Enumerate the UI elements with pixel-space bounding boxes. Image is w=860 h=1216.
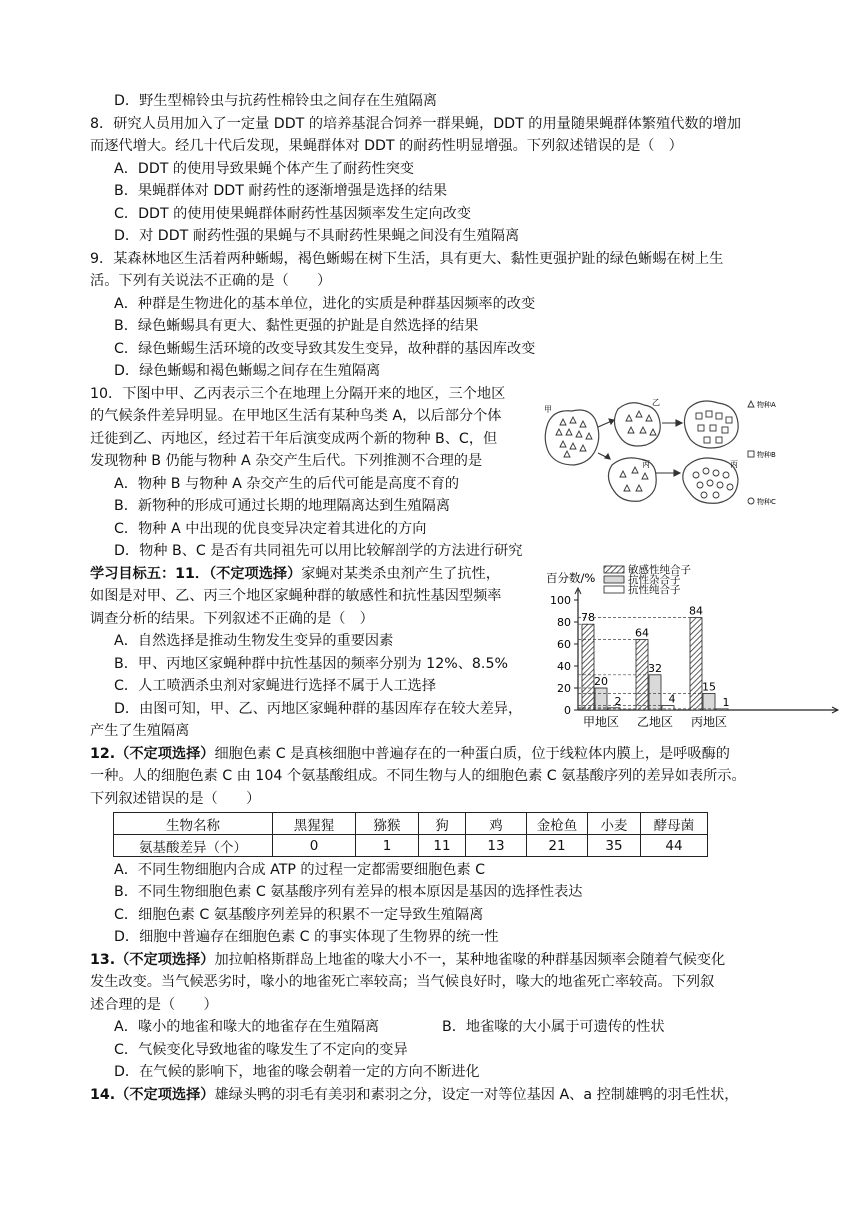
q9-option-c: C．绿色蜥蜴生活环境的改变导致其发生变异，故种群的基因库改变 [114, 341, 536, 357]
legend-species-a: 物种A [757, 401, 776, 409]
table-head-name: 生物名称 [114, 813, 273, 835]
region-label-yi: 乙 [652, 398, 660, 407]
legend-swatch [604, 586, 624, 593]
q9-stem-line1: 9．某森林地区生活着两种蜥蜴，褐色蜥蜴在树下生活，具有更大、黏性更强护趾的绿色蜥蜴在树上生 [90, 251, 724, 267]
table-cell: 13 [466, 835, 527, 857]
table-head-diff: 氨基酸差异（个） [114, 835, 273, 857]
q13-stem-line2: 发生改变。当气候恶劣时，喙小的地雀死亡率较高；当气候良好时，喙大的地雀死亡率较高。下列叙 [90, 974, 715, 990]
region-yi-late [684, 401, 738, 448]
data-label: 15 [702, 680, 716, 694]
region-label-bing: 丙 [642, 460, 650, 469]
q14-stem-line1 [90, 1085, 738, 1105]
q13-num: 13. [90, 952, 116, 968]
q13-stem-line1 [90, 950, 725, 970]
legend-label: 敏感性纯合子 [628, 564, 691, 576]
table-cell: 35 [588, 835, 641, 857]
q11-option-a: A．自然选择是推动生物发生变异的重要因素 [114, 633, 394, 649]
q8-option-c: C．DDT 的使用使果蝇群体耐药性基因频率发生定向改变 [114, 206, 472, 222]
bar [703, 694, 715, 711]
data-label: 84 [689, 604, 703, 618]
q11-stem-line2: 如图是对甲、乙、丙三个地区家蝇种群的敏感性和抗性基因型频率 [90, 588, 502, 604]
q10-option-c: C．物种 A 中出现的优良变异决定着其进化的方向 [114, 521, 427, 537]
table-cell: 鸡 [466, 813, 527, 835]
table-cell: 21 [527, 835, 588, 857]
q8-stem-line2: 而逐代增大。经几十代后发现，果蝇群体对 DDT 的耐药性明显增强。下列叙述错误的是（ ） [90, 138, 683, 154]
q8-option-a: A．DDT 的使用导致果蝇个体产生了耐药性突变 [114, 161, 415, 177]
q8-option-b: B．果蝇群体对 DDT 耐药性的逐渐增强是选择的结果 [114, 183, 448, 199]
y-tick-label: 60 [557, 638, 571, 651]
q12-stem-line2: 一种。人的细胞色素 C 由 104 个氨基酸组成。不同生物与人的细胞色素 C 氨基酸序列的差异如表所示。 [90, 768, 746, 784]
q13-option-c: C．气候变化导致地雀的喙发生了不定向的变异 [114, 1042, 408, 1058]
legend-label: 抗性纯合子 [628, 584, 681, 596]
q8-stem-line1: 8．研究人员用加入了一定量 DDT 的培养基混合饲养一群果蝇，DDT 的用量随果蝇群体繁殖代数的增加 [90, 116, 742, 132]
q12-tag: （不定项选择） [115, 746, 215, 762]
table-cell: 金枪鱼 [527, 813, 588, 835]
q13-line1-rest: 加拉帕格斯群岛上地雀的喙大小不一，某种地雀喙的种群基因频率会随着气候变化 [214, 952, 726, 968]
y-tick-label: 40 [557, 660, 571, 673]
category-label: 乙地区 [636, 715, 674, 729]
q10-option-a: A．物种 B 与物种 A 杂交产生的后代可能是高度不育的 [114, 476, 460, 492]
region-label-jia: 甲 [544, 405, 552, 414]
region-bing-late [683, 458, 738, 503]
q9-stem-line2: 活。下列有关说法不正确的是（ ） [90, 273, 332, 289]
q13-stem-line3: 述合理的是（ ） [90, 997, 218, 1013]
category-label: 甲地区 [582, 715, 620, 729]
q11-line1-rest: 家蝇对某类杀虫剂产生了抗性， [301, 566, 500, 582]
diagram-legend [748, 400, 776, 506]
q12-stem-line1 [90, 744, 730, 764]
data-label: 2 [614, 694, 622, 708]
bar [649, 675, 661, 710]
q14-line1-rest: 雄绿头鸭的羽毛有美羽和素羽之分，设定一对等位基因 A、a 控制雄鸭的羽毛性状， [214, 1087, 739, 1103]
q9-option-b: B．绿色蜥蜴具有更大、黏性更强的护趾是自然选择的结果 [114, 318, 479, 334]
amino-acid-table [113, 812, 708, 857]
q12-option-a: A．不同生物细胞内合成 ATP 的过程一定都需要细胞色素 C [114, 862, 486, 878]
data-label: 64 [635, 626, 649, 640]
legend-species-c: 物种C [757, 498, 776, 506]
table-cell: 11 [419, 835, 466, 857]
q10-stem-line1: 10．下图中甲、乙丙表示三个在地理上分隔开来的地区，三个地区 [90, 386, 506, 402]
bar [582, 624, 594, 710]
table-cell: 猕猴 [356, 813, 419, 835]
chart-bars [578, 605, 730, 729]
q11-stem-line3: 调查分析的结果。下列叙述不正确的是（ ） [90, 611, 374, 627]
q11-tag: （不定项选择） [209, 566, 302, 582]
table-cell: 小麦 [588, 813, 641, 835]
species-b-markers [696, 411, 732, 443]
q14-tag: （不定项选择） [115, 1087, 215, 1103]
q10-stem-line2: 的气候条件差异明显。在甲地区生活有某种鸟类 A，以后部分个体 [90, 408, 502, 424]
data-label: 78 [581, 611, 595, 625]
q13-option-d: D．在气候的影响下，地雀的喙会朝着一定的方向不断进化 [114, 1064, 480, 1080]
bar [595, 688, 607, 710]
resistance-bar-chart [542, 562, 846, 732]
y-tick-label: 80 [557, 616, 571, 629]
legend-swatch [604, 566, 624, 573]
table-cell: 狗 [419, 813, 466, 835]
y-tick-label: 0 [564, 704, 571, 717]
region-bing-early [608, 458, 656, 501]
q8-option-d: D．对 DDT 耐药性强的果蝇与不具耐药性果蝇之间没有生殖隔离 [114, 228, 520, 244]
bar [636, 640, 648, 710]
q9-option-d: D．绿色蜥蜴和褐色蜥蜴之间存在生殖隔离 [114, 363, 381, 379]
q12-option-d: D．细胞中普遍存在细胞色素 C 的事实体现了生物界的统一性 [114, 929, 499, 945]
table-cell: 1 [356, 835, 419, 857]
data-label: 20 [594, 675, 608, 688]
q12-stem-line3: 下列叙述错误的是（ ） [90, 791, 261, 807]
q10-stem-line4: 发现物种 B 仍能与物种 A 杂交产生后代。下列推测不合理的是 [90, 453, 483, 469]
q11-option-c: C．人工喷洒杀虫剂对家蝇进行选择不属于人工选择 [114, 678, 437, 694]
legend-swatch [604, 576, 624, 583]
bar [716, 709, 728, 710]
q13-tag: （不定项选择） [115, 952, 215, 968]
category-label: 丙地区 [690, 715, 728, 729]
data-label: 32 [648, 661, 662, 675]
table-cell: 0 [273, 835, 356, 857]
q12-option-c: C．细胞色素 C 氨基酸序列差异的积累不一定导致生殖隔离 [114, 907, 484, 923]
bar [662, 706, 674, 710]
table-cell: 黑猩猩 [273, 813, 356, 835]
q9-option-a: A．种群是生物进化的基本单位，进化的实质是种群基因频率的改变 [114, 296, 536, 312]
q13-option-b: B．地雀喙的大小属于可遗传的性状 [442, 1019, 665, 1035]
q13-option-a: A．喙小的地雀和喙大的地雀存在生殖隔离 [114, 1019, 380, 1035]
chart-ylabel: 百分数/% [546, 571, 596, 585]
q11-prefix: 学习目标五：11． [90, 566, 210, 582]
y-tick-label: 20 [557, 682, 571, 695]
y-tick-label: 100 [550, 594, 571, 607]
table-cell: 44 [641, 835, 708, 857]
q10-option-d: D．物种 B、C 是否有共同祖先可以用比较解剖学的方法进行研究 [114, 543, 523, 559]
q11-option-b: B．甲、丙地区家蝇种群中抗性基因的频率分别为 12%、8.5% [114, 656, 508, 672]
species-a-markers [556, 417, 592, 457]
q11-stem-line1 [90, 564, 500, 584]
q7-option-d: D．野生型棉铃虫与抗药性棉铃虫之间存在生殖隔离 [114, 93, 438, 109]
region-jia [544, 405, 599, 465]
q10-option-b: B．新物种的形成可通过长期的地理隔离达到生殖隔离 [114, 498, 451, 514]
legend-species-b: 物种B [757, 451, 776, 459]
table-cell: 酵母菌 [641, 813, 708, 835]
q11-option-d-line2: 产生了生殖隔离 [90, 723, 190, 739]
speciation-diagram [540, 395, 840, 515]
table-row-names [114, 813, 708, 835]
region-label-bing-late: 丙 [730, 460, 738, 469]
q12-option-b: B．不同生物细胞色素 C 氨基酸序列有差异的根本原因是基因的选择性表达 [114, 884, 583, 900]
q10-stem-line3: 迁徙到乙、丙地区，经过若干年后演变成两个新的物种 B、C，但 [90, 431, 498, 447]
data-label: 4 [668, 692, 676, 706]
bar [690, 618, 702, 710]
region-yi-early [614, 398, 660, 446]
q11-option-d-line1: D．由图可知，甲、乙、丙地区家蝇种群的基因库存在较大差异， [114, 701, 523, 717]
q12-line1-rest: 细胞色素 C 是真核细胞中普遍存在的一种蛋白质，位于线粒体内膜上，是呼吸酶的 [214, 746, 730, 762]
legend-label: 抗性杂合子 [628, 574, 681, 586]
table-row-diffs [114, 835, 708, 857]
q14-num: 14. [90, 1087, 116, 1103]
species-c-markers [693, 468, 733, 498]
data-label: 1 [722, 695, 730, 709]
q12-num: 12. [90, 746, 116, 762]
chart-legend [604, 563, 691, 596]
